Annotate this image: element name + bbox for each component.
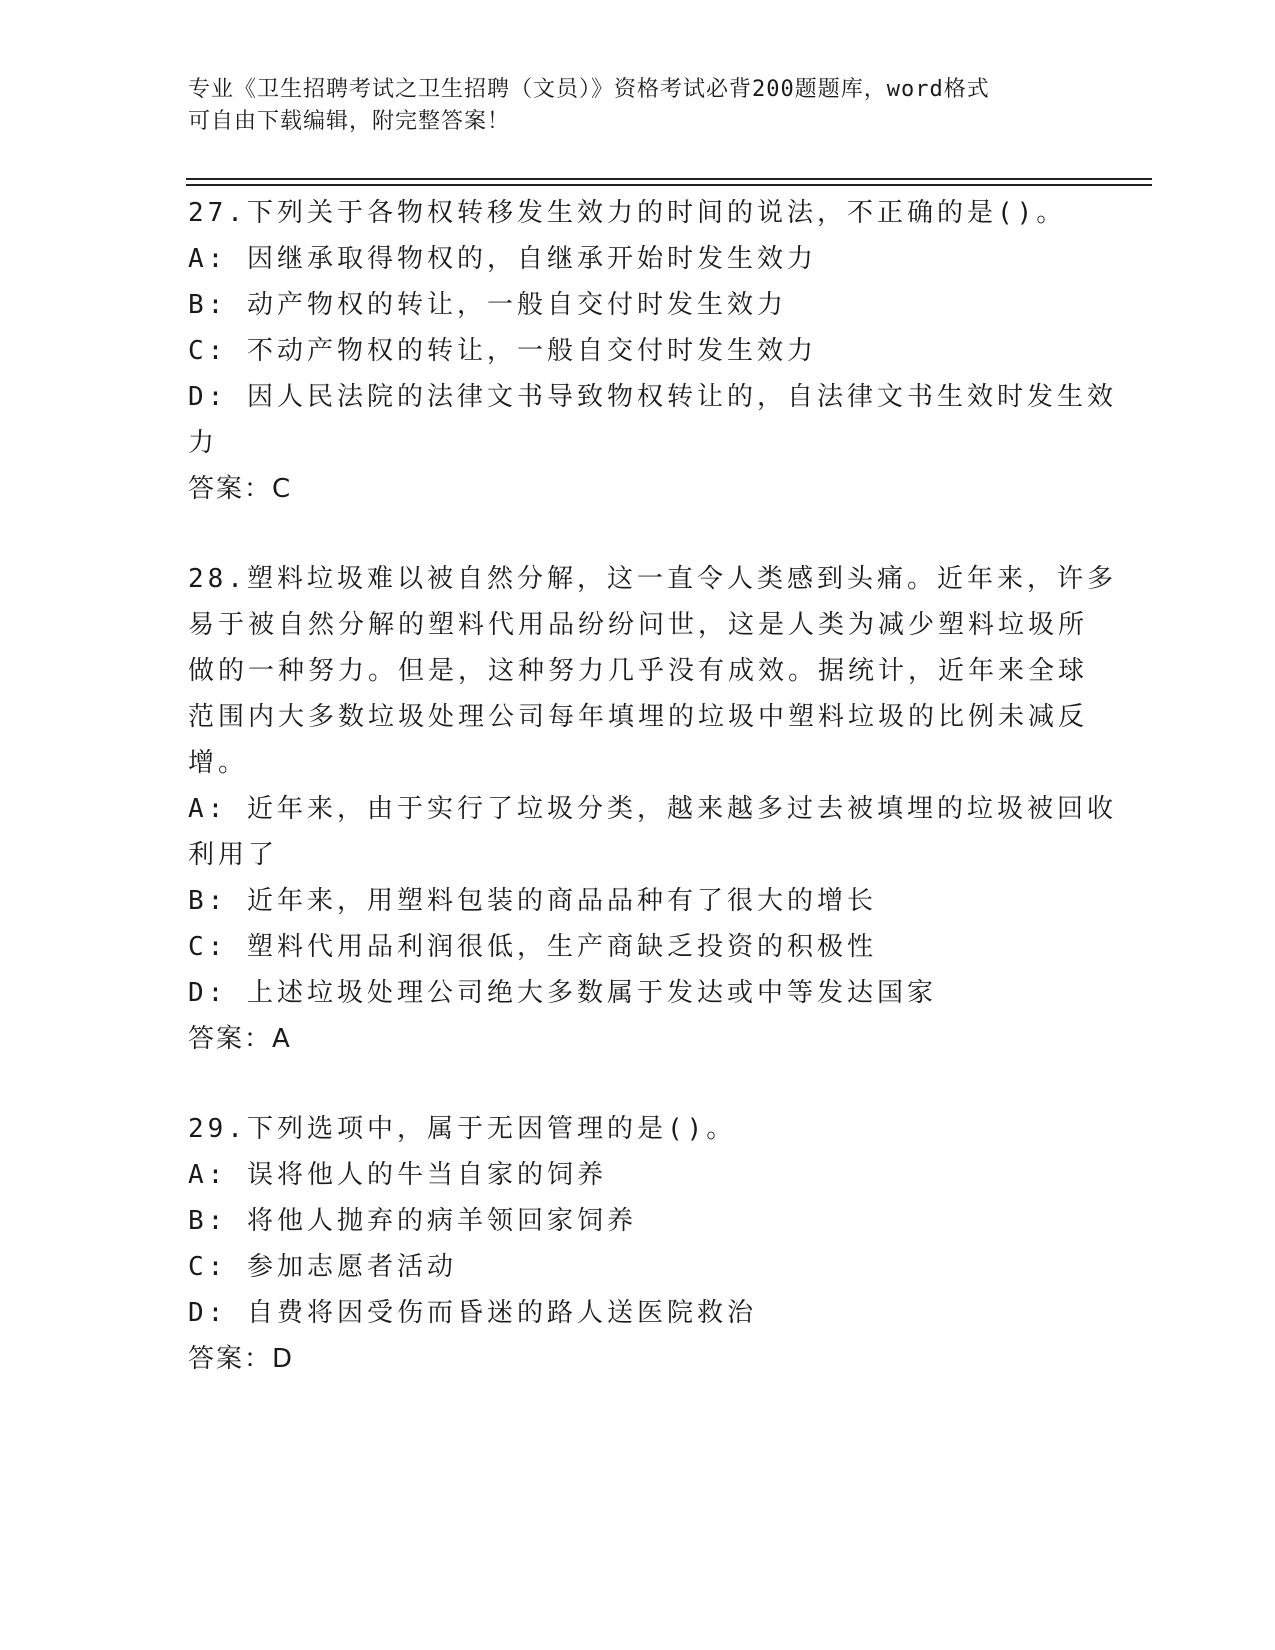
question-text: 28.塑料垃圾难以被自然分解，这一直令人类感到头痛。近年来，许多	[188, 564, 1117, 594]
option-b: B: 将他人抛弃的病羊领回家饲养	[188, 1206, 637, 1236]
question-29	[188, 1106, 1088, 1382]
option-c: C: 不动产物权的转让，一般自交付时发生效力	[188, 336, 817, 366]
question-list	[188, 190, 1117, 1426]
header-line-2: 可自由下载编辑，附完整答案！	[188, 109, 511, 134]
question-28	[188, 556, 1117, 1062]
header-divider-top	[186, 178, 1152, 180]
question-text: 易于被自然分解的塑料代用品纷纷问世，这是人类为减少塑料垃圾所	[188, 610, 1089, 640]
question-text: 增。	[188, 748, 249, 778]
option-a: A: 因继承取得物权的，自继承开始时发生效力	[188, 244, 817, 274]
answer-label: 答案：A	[188, 1024, 292, 1054]
question-27	[188, 190, 1117, 512]
option-d: D: 因人民法院的法律文书导致物权转让的，自法律文书生效时发生效	[188, 382, 1117, 412]
question-text: 29.下列选项中，属于无因管理的是()。	[188, 1114, 737, 1144]
option-c: C: 参加志愿者活动	[188, 1252, 457, 1282]
option-a: A: 近年来，由于实行了垃圾分类，越来越多过去被填埋的垃圾被回收	[188, 794, 1117, 824]
answer-label: 答案：C	[188, 474, 293, 504]
question-text: 做的一种努力。但是，这种努力几乎没有成效。据统计，近年来全球	[188, 656, 1089, 686]
option-a-continued: 利用了	[188, 840, 279, 870]
option-b: B: 动产物权的转让，一般自交付时发生效力	[188, 290, 787, 320]
option-d: D: 上述垃圾处理公司绝大多数属于发达或中等发达国家	[188, 978, 937, 1008]
option-a: A: 误将他人的牛当自家的饲养	[188, 1160, 607, 1190]
option-b: B: 近年来，用塑料包装的商品品种有了很大的增长	[188, 886, 877, 916]
header-line-1: 专业《卫生招聘考试之卫生招聘（文员）》资格考试必背200题题库，word格式	[188, 77, 990, 102]
option-d: D: 自费将因受伤而昏迷的路人送医院救治	[188, 1298, 757, 1328]
answer-label: 答案：D	[188, 1344, 295, 1374]
question-text: 27.下列关于各物权转移发生效力的时间的说法，不正确的是()。	[188, 198, 1067, 228]
question-text: 范围内大多数垃圾处理公司每年填埋的垃圾中塑料垃圾的比例未减反	[188, 702, 1089, 732]
option-d-continued: 力	[188, 428, 219, 458]
document-header	[188, 74, 1068, 138]
option-c: C: 塑料代用品利润很低，生产商缺乏投资的积极性	[188, 932, 877, 962]
header-divider-bottom	[186, 184, 1152, 186]
